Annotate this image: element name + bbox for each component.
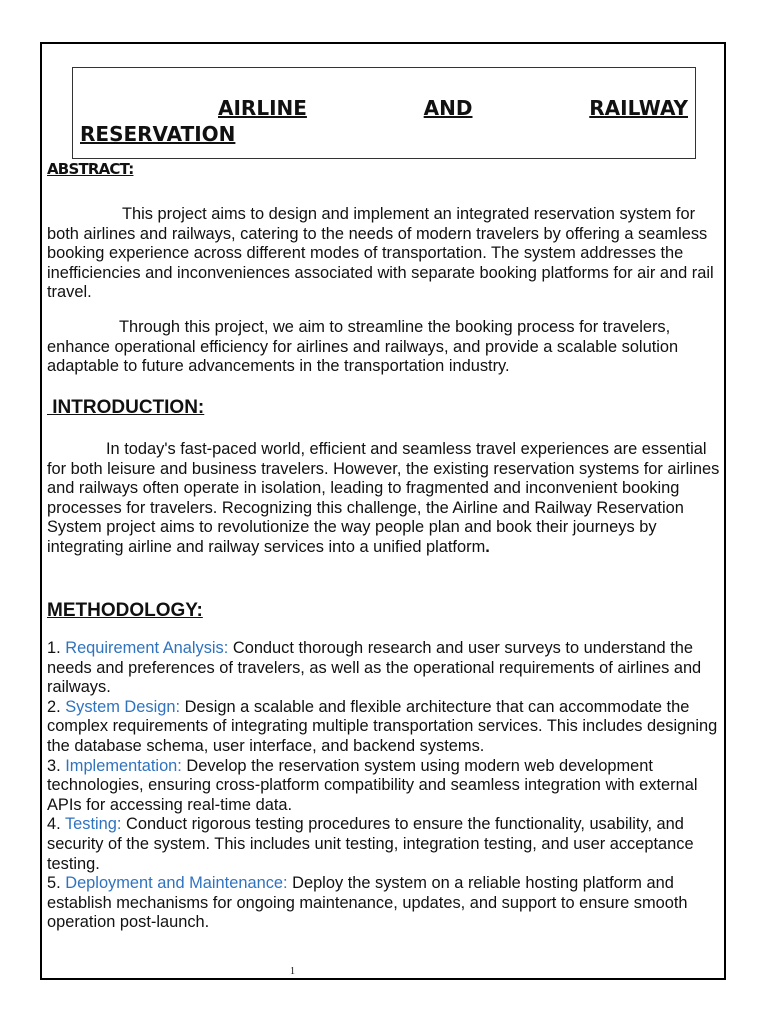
document-title: [80, 95, 688, 147]
list-item: [47, 874, 722, 933]
item-number: 4.: [47, 815, 65, 834]
introduction-end: .: [485, 537, 490, 556]
page-number: 1: [290, 966, 295, 977]
abstract-paragraph-2: Through this project, we aim to streamline the booking process for travelers, enhance operational efficiency for airlines and railways, and provide a scalable solution adaptable to future advancements in the transportation industry.: [47, 318, 679, 376]
item-text: Develop the reservation system using modern web development technologies, ensuring cross-platform compatibility and seamless integration with external APIs for accessing real-time data.: [47, 756, 698, 814]
title-word: RAILWAY: [589, 96, 688, 120]
introduction-text: In today's fast-paced world, efficient and seamless travel experiences are essential for both leisure and business travelers. However, the existing reservation systems for airlines and railways often operate in isolation, leading to fragmented and inconvenient booking processes for travelers. Recognizing this challenge, the Airline and Railway Reservation System project aims to revolutionize the way people plan and book their journeys by integrating airline and railway services into a unified platform: [47, 440, 720, 556]
item-number: 2.: [47, 697, 66, 716]
list-item: [47, 815, 722, 874]
introduction-heading: INTRODUCTION:: [47, 397, 205, 418]
item-number: 3.: [47, 756, 66, 775]
abstract-paragraph-1: This project aims to design and implement an integrated reservation system for both airlines and railways, catering to the needs of modern travelers by offering a seamless booking experience across different modes of transportation. The system addresses the inefficiencies and inconveniences associated with separate booking platforms for air and rail travel.: [47, 205, 714, 302]
item-number: 5.: [47, 874, 66, 893]
introduction-paragraph: [47, 440, 722, 558]
item-text: Conduct thorough research and user surveys to understand the needs and preferences of travelers, as well as the operational requirements of airlines and railways.: [47, 639, 702, 697]
title-word: AND: [423, 96, 473, 120]
item-label: Requirement Analysis:: [65, 639, 229, 657]
title-word: AIRLINE: [218, 96, 307, 120]
abstract-heading: ABSTRACT:: [47, 160, 134, 178]
list-item: [47, 757, 722, 816]
item-label: Implementation:: [65, 756, 182, 775]
item-text: Design a scalable and flexible architecture that can accommodate the complex requirements of integrating multiple transportation services. This includes designing the database schema, user interface, and backend systems.: [47, 697, 718, 755]
title-line-2: RESERVATION: [80, 122, 236, 146]
methodology-heading: METHODOLOGY:: [47, 600, 203, 621]
methodology-list: [47, 639, 722, 933]
list-item: [47, 639, 722, 698]
item-text: Deploy the system on a reliable hosting platform and establish mechanisms for ongoing maintenance, updates, and support to ensure smooth operation post-launch.: [47, 874, 688, 932]
item-number: 1.: [47, 639, 66, 657]
item-label: System Design:: [65, 697, 181, 716]
list-item: [47, 698, 722, 757]
item-text: Conduct rigorous testing procedures to ensure the functionality, usability, and security of the system. This includes unit testing, integration testing, and user acceptance testing.: [47, 815, 694, 873]
item-label: Testing:: [64, 815, 122, 834]
item-label: Deployment and Maintenance:: [65, 874, 288, 893]
